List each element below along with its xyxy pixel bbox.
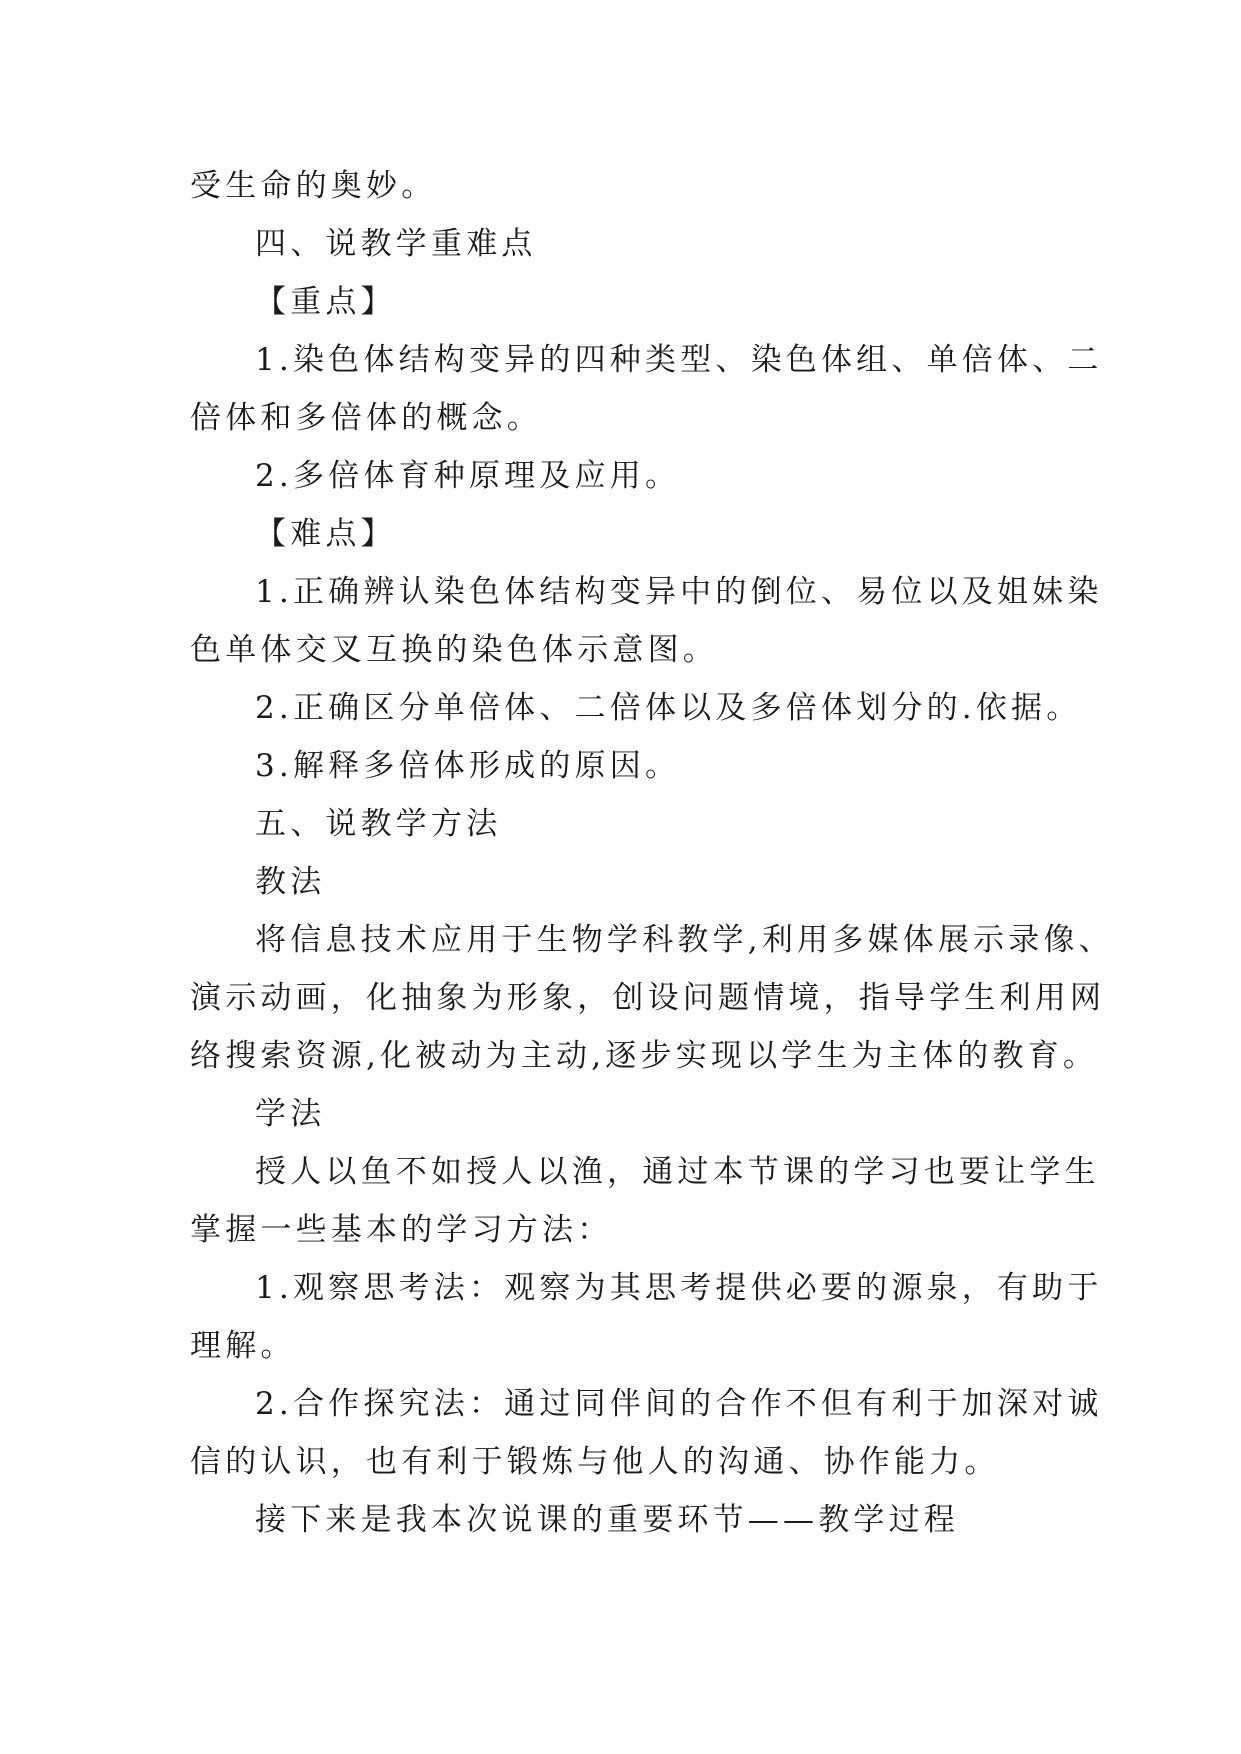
text-line: 2.多倍体育种原理及应用。 <box>255 458 681 494</box>
text-line: 信的认识，也有利于锻炼与他人的沟通、协作能力。 <box>190 1444 1000 1480</box>
text-line: 2.正确区分单倍体、二倍体以及多倍体划分的.依据。 <box>255 690 1082 726</box>
text-line: 掌握一些基本的学习方法： <box>190 1212 613 1248</box>
text-line: 受生命的奥妙。 <box>190 168 437 204</box>
text-line: 色单体交叉互换的染色体示意图。 <box>190 632 718 668</box>
text-line: 1.正确辨认染色体结构变异中的倒位、易位以及姐妹染 <box>255 574 1103 610</box>
text-line: 演示动画，化抽象为形象，创设问题情境，指导学生利用网 <box>190 980 1106 1016</box>
document-body <box>190 157 1114 1549</box>
text-line: 1.观察思考法：观察为其思考提供必要的源泉，有助于 <box>255 1270 1103 1306</box>
subheading-difficulty: 【难点】 <box>255 516 396 552</box>
text-line: 接下来是我本次说课的重要环节——教学过程 <box>255 1502 959 1538</box>
text-line: 络搜索资源,化被动为主动,逐步实现以学生为主体的教育。 <box>190 1038 1099 1074</box>
section-heading-key-points: 四、说教学重难点 <box>255 226 537 262</box>
text-line: 授人以鱼不如授人以渔，通过本节课的学习也要让学生 <box>255 1154 1100 1190</box>
text-line: 理解。 <box>190 1328 296 1364</box>
subheading-learning-method: 学法 <box>255 1096 326 1132</box>
text-line: 将信息技术应用于生物学科教学,利用多媒体展示录像、 <box>255 922 1114 958</box>
text-line: 倍体和多倍体的概念。 <box>190 400 542 436</box>
section-heading-methods: 五、说教学方法 <box>255 806 502 842</box>
text-line: 2.合作探究法：通过同伴间的合作不但有利于加深对诚 <box>255 1386 1103 1422</box>
text-line: 3.解释多倍体形成的原因。 <box>255 748 681 784</box>
subheading-focus: 【重点】 <box>255 284 396 320</box>
text-line: 1.染色体结构变异的四种类型、染色体组、单倍体、二 <box>255 342 1103 378</box>
subheading-teaching-method: 教法 <box>255 864 326 900</box>
